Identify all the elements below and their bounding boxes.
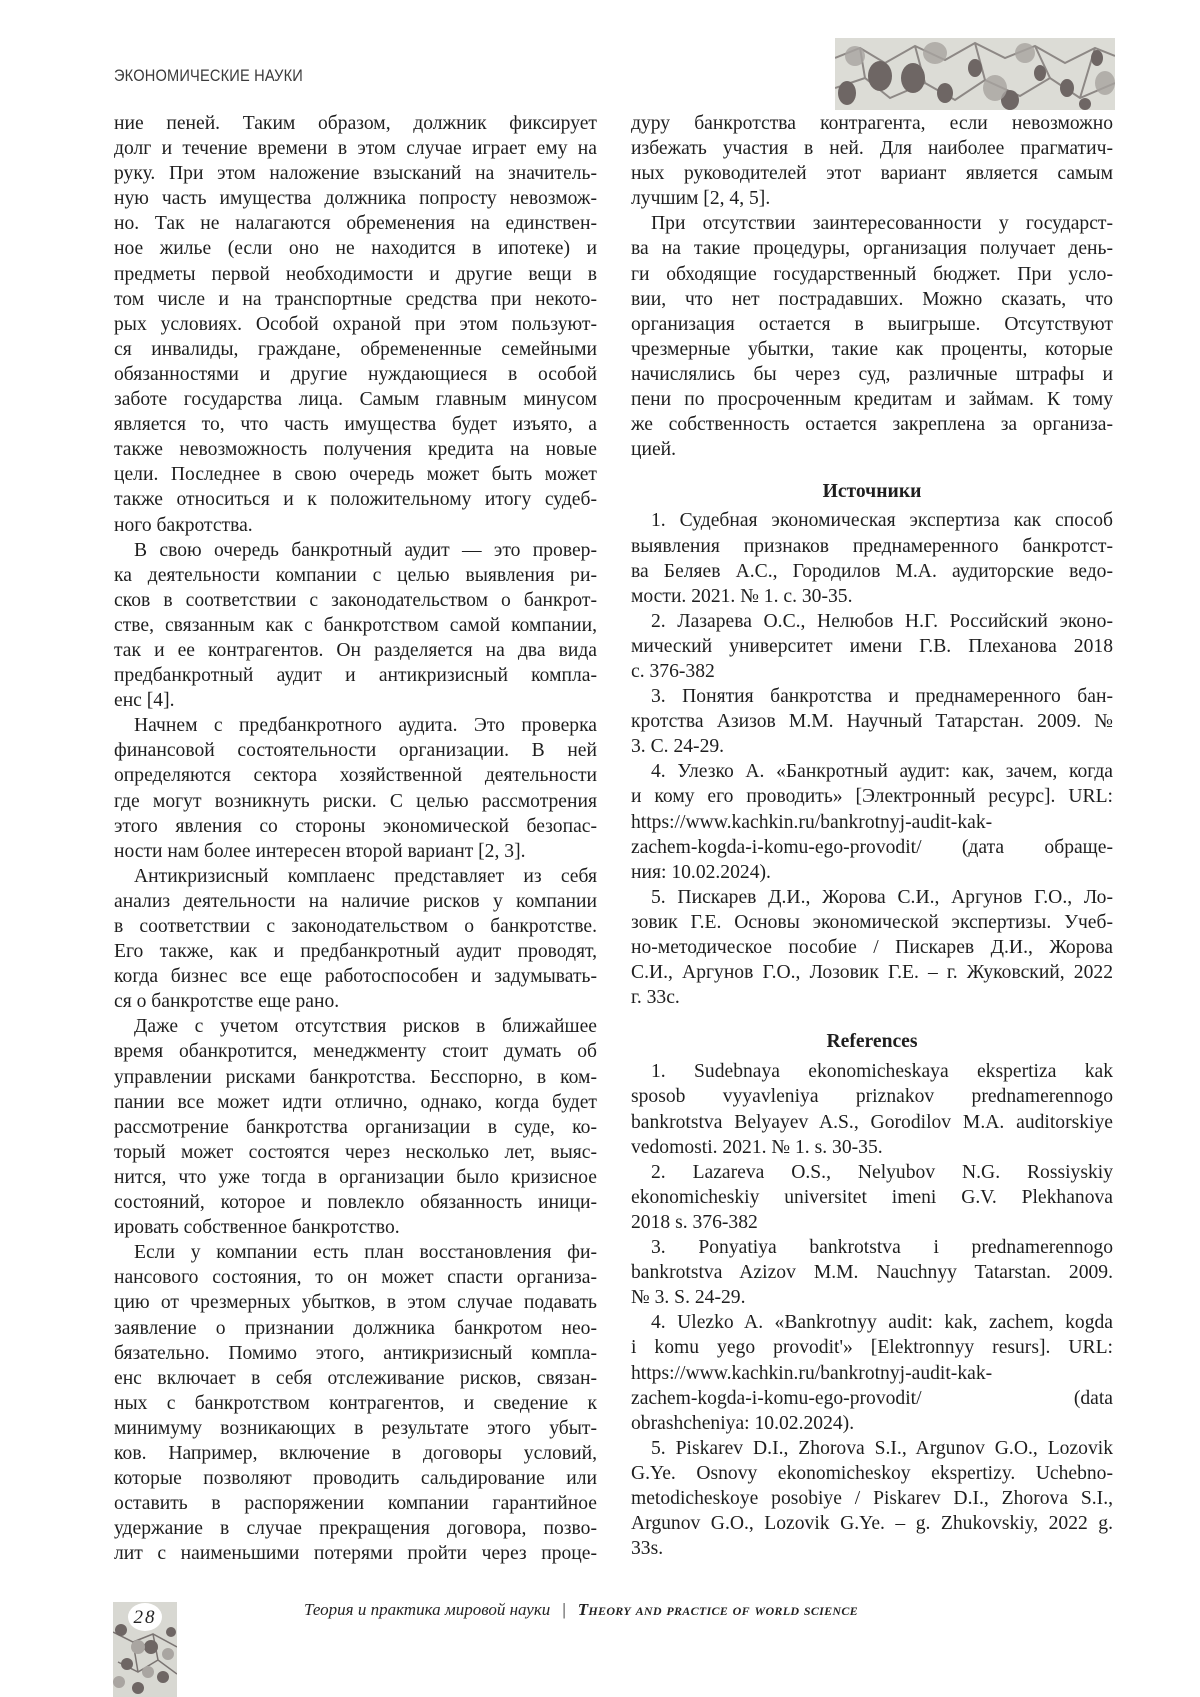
text-line: этого явления со стороны экономической безопас- — [114, 814, 597, 839]
text-line: лучшим [2, 4, 5]. — [631, 186, 1113, 211]
paragraph — [114, 538, 597, 714]
text-line: obrashcheniya: 10.02.2024). — [631, 1411, 1113, 1436]
footer-separator: | — [562, 1600, 565, 1619]
text-line: В свою очередь банкротный аудит — это провер- — [114, 538, 597, 563]
text-line: время обанкротится, менеджменту стоит думать об — [114, 1039, 597, 1064]
text-line: 2. Лазарева О.С., Нелюбов Н.Г. Российский эконо- — [631, 609, 1113, 634]
text-line: Argunov G.O., Lozovik G.Ye. – g. Zhukovskiy, 2022 g. — [631, 1511, 1113, 1536]
text-line: также относиться и к положительному итогу судеб- — [114, 487, 597, 512]
reference-item — [631, 1059, 1113, 1159]
text-line: bankrotstva Belyayev A.S., Gorodilov M.A. auditorskiye — [631, 1110, 1113, 1135]
footer-journal-title — [304, 1600, 858, 1620]
text-line: начислялись бы через суд, различные штрафы и — [631, 362, 1113, 387]
text-line: сков в соответствии с законодательством о банкрот- — [114, 588, 597, 613]
text-line: также невозможность получения кредита на новые — [114, 437, 597, 462]
text-line: оставить в распоряжении компании гарантийное — [114, 1491, 597, 1516]
source-item — [631, 684, 1113, 759]
text-line: избежать участия в ней. Для наиболее прагматич- — [631, 136, 1113, 161]
text-line: но. Так не налагаются обременения на единствен- — [114, 211, 597, 236]
text-line: пени по просроченным кредитам и займам. К тому — [631, 387, 1113, 412]
text-line: https://www.kachkin.ru/bankrotnyj-audit-kak- — [631, 810, 1113, 835]
text-line: ка деятельности компании с целью выявления ри- — [114, 563, 597, 588]
text-line: При отсутствии заинтересованности у государст- — [631, 211, 1113, 236]
text-line: стве, связанным как с банкротством самой компании, — [114, 613, 597, 638]
source-item — [631, 609, 1113, 684]
section-header: ЭКОНОМИЧЕСКИЕ НАУКИ — [114, 66, 303, 86]
text-line: когда бизнес все еще работоспособен и задумывать- — [114, 964, 597, 989]
text-line: рассмотрение банкротства организации в суде, ко- — [114, 1115, 597, 1140]
text-line: руку. При этом наложение взысканий на значитель- — [114, 161, 597, 186]
text-line: енс включает в себя отслеживание рисков, связан- — [114, 1366, 597, 1391]
text-line: удержание в случае прекращения договора, позво- — [114, 1516, 597, 1541]
text-line: определяются сектора хозяйственной деятельности — [114, 763, 597, 788]
page-number: 28 — [129, 1604, 161, 1632]
text-line: 2018 s. 376-382 — [631, 1210, 1113, 1235]
text-line: 3. С. 24-29. — [631, 734, 1113, 759]
text-line: ного бакротства. — [114, 513, 597, 538]
text-line: кротства Азизов М.М. Научный Татарстан. 2009. № — [631, 709, 1113, 734]
text-line: лит с наименьшими потерями пройти через проце- — [114, 1541, 597, 1566]
text-line: ных руководителей этот вариант является самым — [631, 161, 1113, 186]
text-line: которые позволяют проводить сальдирование или — [114, 1466, 597, 1491]
text-line: финансовой состоятельности организации. В ней — [114, 738, 597, 763]
text-line: состояний, которое и повлекло обязанность иници- — [114, 1190, 597, 1215]
text-line: ся о банкротстве еще рано. — [114, 989, 597, 1014]
text-line: ва на такие процедуры, организация получает день- — [631, 236, 1113, 261]
journal-title-en: Theory and practice of world science — [578, 1600, 858, 1619]
text-line: ности нам более интересен второй вариант [2, 3]. — [114, 839, 597, 864]
paragraph — [114, 1240, 597, 1566]
text-line: ных с банкротством контрагентов, и сведение к — [114, 1391, 597, 1416]
left-text-column — [114, 111, 597, 1566]
text-line: 33s. — [631, 1536, 1113, 1561]
text-line: чрезмерные убытки, такие как проценты, которые — [631, 337, 1113, 362]
sources-heading: Источники — [631, 479, 1113, 504]
text-line: енс [4]. — [114, 688, 597, 713]
text-line: том числе и на транспортные средства при некото- — [114, 287, 597, 312]
text-line: 5. Piskarev D.I., Zhorova S.I., Argunov G.O., Lozovik — [631, 1436, 1113, 1461]
text-line: предбанкротный аудит и антикризисный компла- — [114, 663, 597, 688]
text-line: 1. Судебная экономическая экспертиза как способ — [631, 508, 1113, 533]
paragraph — [114, 111, 597, 538]
text-line: с. 376-382 — [631, 659, 1113, 684]
text-line: sposob vyyavleniya priznakov prednamerennogo — [631, 1084, 1113, 1109]
text-line: зовик Г.Е. Основы экономической экспертизы. Учеб- — [631, 910, 1113, 935]
text-line: выявления признаков преднамеренного банкротст- — [631, 534, 1113, 559]
text-line: обязанностями и другие нуждающиеся в особой — [114, 362, 597, 387]
text-line: ние пеней. Таким образом, должник фиксирует — [114, 111, 597, 136]
text-line: бязательно. Помимо этого, антикризисный компла- — [114, 1341, 597, 1366]
text-line: bankrotstva Azizov M.M. Nauchnyy Tatarstan. 2009. — [631, 1260, 1113, 1285]
text-line: управлении рисками банкротства. Бесспорно, в ком- — [114, 1065, 597, 1090]
text-line: минимуму возникающих в результате этого убыт- — [114, 1416, 597, 1441]
text-line: 5. Пискарев Д.И., Жорова С.И., Аргунов Г.О., Ло- — [631, 885, 1113, 910]
text-line: же собственность остается закреплена за организа- — [631, 412, 1113, 437]
text-line: 3. Ponyatiya bankrotstva i prednamerennogo — [631, 1235, 1113, 1260]
text-line: 2. Lazareva O.S., Nelyubov N.G. Rossiyskiy — [631, 1160, 1113, 1185]
text-line: в соответствии с законодательством о банкротстве. — [114, 914, 597, 939]
text-line: дуру банкротства контрагента, если невозможно — [631, 111, 1113, 136]
text-line: нится, что уже тогда в организации было кризисное — [114, 1165, 597, 1190]
reference-item — [631, 1235, 1113, 1310]
text-line: ное жилье (если оно не находится в ипотеке) и — [114, 236, 597, 261]
text-line: торый может состоятся через несколько лет, выяс- — [114, 1140, 597, 1165]
text-line: заботе государства лица. Самым главным минусом — [114, 387, 597, 412]
text-line: где могут возникнуть риски. С целью рассмотрения — [114, 789, 597, 814]
reference-item — [631, 1160, 1113, 1235]
text-line: анализ деятельности на наличие рисков у компании — [114, 889, 597, 914]
text-line: vedomosti. 2021. № 1. s. 30-35. — [631, 1135, 1113, 1160]
reference-item — [631, 1310, 1113, 1435]
header-molecule-image — [835, 38, 1115, 110]
text-line: i komu yego provodit'» [Elektronnyy resurs]. URL: — [631, 1335, 1113, 1360]
text-line: вии, что нет пострадавших. Можно сказать, что — [631, 287, 1113, 312]
text-line: так и ее контрагентов. Он разделяется на два вида — [114, 638, 597, 663]
text-line: мический университет имени Г.В. Плеханова 2018 — [631, 634, 1113, 659]
text-line: мости. 2021. № 1. с. 30-35. — [631, 584, 1113, 609]
text-line: 1. Sudebnaya ekonomicheskaya ekspertiza kak — [631, 1059, 1113, 1084]
source-item — [631, 759, 1113, 884]
text-line: ния: 10.02.2024). — [631, 860, 1113, 885]
text-line: цели. Последнее в свою очередь может быть может — [114, 462, 597, 487]
text-line: ков. Например, включение в договоры условий, — [114, 1441, 597, 1466]
text-line: zachem-kogda-i-komu-ego-provodit/ (дата обраще- — [631, 835, 1113, 860]
reference-item — [631, 1436, 1113, 1561]
text-line: цию от чрезмерных убытков, в этом случае подавать — [114, 1290, 597, 1315]
text-line: рых условиях. Особой охраной при этом пользуют- — [114, 312, 597, 337]
text-line: является то, что часть имущества будет изъято, а — [114, 412, 597, 437]
text-line: 4. Улезко А. «Банкротный аудит: как, зачем, когда — [631, 759, 1113, 784]
right-text-column — [631, 111, 1113, 1561]
text-line: Его также, как и предбанкротный аудит проводят, — [114, 939, 597, 964]
text-line: пании все может идти отлично, однако, когда будет — [114, 1090, 597, 1115]
text-line: организация остается в выигрыше. Отсутствуют — [631, 312, 1113, 337]
paragraph — [631, 111, 1113, 211]
text-line: ную часть имущества должника попросту невозмож- — [114, 186, 597, 211]
text-line: 3. Понятия банкротства и преднамеренного бан- — [631, 684, 1113, 709]
text-line: ekonomicheskiy universitet imeni G.V. Plekhanova — [631, 1185, 1113, 1210]
paragraph — [114, 713, 597, 864]
text-line: G.Ye. Osnovy ekonomicheskoy ekspertizy. Uchebno- — [631, 1461, 1113, 1486]
text-line: ва Беляев А.С., Городилов М.А. аудиторские ведо- — [631, 559, 1113, 584]
text-line: Начнем с предбанкротного аудита. Это проверка — [114, 713, 597, 738]
paragraph — [114, 864, 597, 1015]
references-heading: References — [631, 1029, 1113, 1054]
text-line: Если у компании есть план восстановления фи- — [114, 1240, 597, 1265]
paragraph — [114, 1014, 597, 1240]
text-line: нансового состояния, то он может спасти организа- — [114, 1265, 597, 1290]
text-line: цией. — [631, 437, 1113, 462]
text-line: ся инвалиды, граждане, обремененные семейными — [114, 337, 597, 362]
text-line: заявление о признании должника банкротом нео- — [114, 1316, 597, 1341]
text-line: Антикризисный комплаенс представляет из себя — [114, 864, 597, 889]
text-line: zachem-kogda-i-komu-ego-provodit/ (data — [631, 1386, 1113, 1411]
text-line: г. 33с. — [631, 985, 1113, 1010]
source-item — [631, 885, 1113, 1010]
text-line: и кому его проводить» [Электронный ресурс]. URL: — [631, 784, 1113, 809]
text-line: предметы первой необходимости и другие вещи в — [114, 262, 597, 287]
text-line: Даже с учетом отсутствия рисков в ближайшее — [114, 1014, 597, 1039]
text-line: № 3. S. 24-29. — [631, 1285, 1113, 1310]
text-line: С.И., Аргунов Г.О., Лозовик Г.Е. – г. Жуковский, 2022 — [631, 960, 1113, 985]
text-line: ги обходящие государственный бюджет. При усло- — [631, 262, 1113, 287]
text-line: ировать собственное банкротство. — [114, 1215, 597, 1240]
text-line: https://www.kachkin.ru/bankrotnyj-audit-kak- — [631, 1361, 1113, 1386]
source-item — [631, 508, 1113, 608]
journal-title-ru: Теория и практика мировой науки — [304, 1600, 550, 1619]
text-line: 4. Ulezko A. «Bankrotnyy audit: kak, zachem, kogda — [631, 1310, 1113, 1335]
text-line: metodicheskoye posobiye / Piskarev D.I., Zhorova S.I., — [631, 1486, 1113, 1511]
text-line: но-методическое пособие / Пискарев Д.И., Жорова — [631, 935, 1113, 960]
text-line: долг и течение времени в этом случае играет ему на — [114, 136, 597, 161]
paragraph — [631, 211, 1113, 462]
